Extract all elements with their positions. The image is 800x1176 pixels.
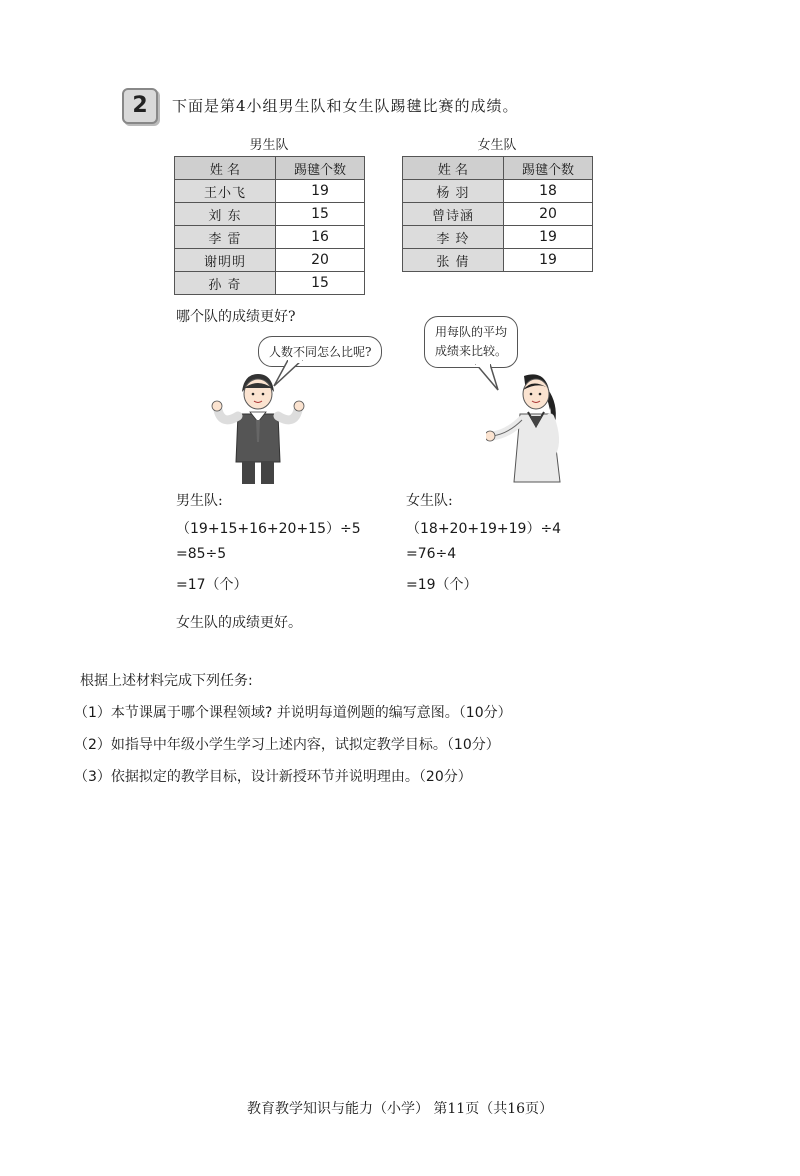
kick-count: 18: [504, 180, 593, 203]
table-row: [403, 226, 593, 249]
kick-count: 19: [504, 249, 593, 272]
conclusion-text: 女生队的成绩更好。: [176, 615, 302, 631]
student-name: 张 倩: [403, 249, 504, 272]
boys-calc-line: （19+15+16+20+15）÷5: [176, 521, 361, 537]
column-header-count: 踢毽个数: [276, 157, 365, 180]
student-name: 刘 东: [175, 203, 276, 226]
kick-count: 19: [276, 180, 365, 203]
table-row: [175, 272, 365, 295]
column-header-name: 姓 名: [403, 157, 504, 180]
kick-count: 16: [276, 226, 365, 249]
column-header-name: 姓 名: [175, 157, 276, 180]
kick-count: 20: [276, 249, 365, 272]
girl-speech-bubble: [424, 316, 518, 368]
tasks-intro: 根据上述材料完成下列任务:: [80, 673, 253, 689]
example-number-badge: 2: [122, 88, 158, 124]
table-row: [175, 249, 365, 272]
girls-calc-line: =19（个）: [406, 577, 478, 593]
task-item: （1）本节课属于哪个课程领域? 并说明每道例题的编写意图。（10分）: [74, 705, 512, 721]
student-name: 李 雷: [175, 226, 276, 249]
student-name: 孙 奇: [175, 272, 276, 295]
student-name: 王小飞: [175, 180, 276, 203]
boys-table-title: 男生队: [249, 138, 289, 153]
page-footer: 教育教学知识与能力（小学） 第11页（共16页）: [246, 1101, 554, 1117]
student-name: 李 玲: [403, 226, 504, 249]
task-item: （2）如指导中年级小学生学习上述内容，试拟定教学目标。（10分）: [74, 737, 500, 753]
boys-score-table: [174, 156, 365, 295]
boys-calc-line: =85÷5: [176, 546, 227, 562]
boys-calc-line: =17（个）: [176, 577, 248, 593]
girls-calc-label: 女生队:: [406, 493, 453, 509]
kick-count: 19: [504, 226, 593, 249]
student-name: 杨 羽: [403, 180, 504, 203]
task-item: （3）依据拟定的教学目标，设计新授环节并说明理由。（20分）: [74, 769, 472, 785]
table-row: [403, 249, 593, 272]
table-header-row: [175, 157, 365, 180]
girl-illustration: [486, 370, 576, 485]
girl-speech-line: 用每队的平均: [435, 325, 508, 339]
kick-count: 20: [504, 203, 593, 226]
table-row: [175, 180, 365, 203]
student-name: 曾诗涵: [403, 203, 504, 226]
girl-speech-line: 成绩来比较。: [435, 344, 508, 358]
table-row: [175, 203, 365, 226]
girls-table-title: 女生队: [477, 138, 517, 153]
student-name: 谢明明: [175, 249, 276, 272]
example-intro: 下面是第4小组男生队和女生队踢毽比赛的成绩。: [172, 97, 519, 115]
girls-calc-line: （18+20+19+19）÷4: [406, 521, 562, 537]
table-row: [403, 180, 593, 203]
boy-speech-text: 人数不同怎么比呢?: [269, 345, 372, 359]
table-row: [403, 203, 593, 226]
kick-count: 15: [276, 203, 365, 226]
boy-illustration: [208, 370, 308, 485]
table-header-row: [403, 157, 593, 180]
girls-calc-line: =76÷4: [406, 546, 457, 562]
boys-calc-label: 男生队:: [176, 493, 223, 509]
kick-count: 15: [276, 272, 365, 295]
column-header-count: 踢毽个数: [504, 157, 593, 180]
table-row: [175, 226, 365, 249]
question-text: 哪个队的成绩更好?: [176, 309, 296, 325]
girls-score-table: [402, 156, 593, 272]
